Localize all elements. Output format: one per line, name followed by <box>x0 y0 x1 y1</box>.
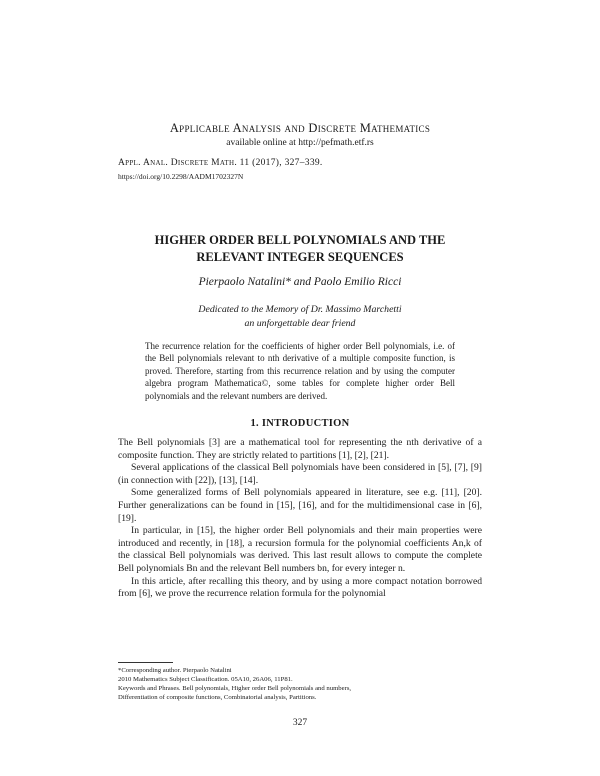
paragraph-1: The Bell polynomials [3] are a mathematical tool for representing the nth derivative of a composite function. They are strictly related to partitions [1], [2], [21]. <box>118 437 482 461</box>
dedication <box>0 303 600 331</box>
footnote-keywords: Keywords and Phrases. Bell polynomials, Higher order Bell polynomials and numbers, <box>118 684 352 692</box>
intro-body <box>118 437 482 601</box>
footnote-msc: 2010 Mathematics Subject Classification. 05A10, 26A06, 11P81. <box>118 675 293 683</box>
abstract: The recurrence relation for the coefficients of higher order Bell polynomials, i.e. of the Bell polynomials relevant to nth derivative of a multiple composite function, is proved. Therefore, starting from this recurrence relation and by using the computer algebra program Mathematica©, some tables for complete higher order Bell polynomials and the relevant numbers are derived. <box>145 341 455 401</box>
author-list: Pierpaolo Natalini* and Paolo Emilio Ricci <box>198 276 402 288</box>
journal-name: Applicable Analysis and Discrete Mathematics <box>169 121 431 135</box>
availability-line: available online at http://pefmath.etf.rs <box>226 138 374 148</box>
paragraph-2: Several applications of the classical Bell polynomials have been considered in [5], [7], [9] (in connection with [22]), [13], [14]. <box>118 462 482 486</box>
paragraph-4: In particular, in [15], the higher order Bell polynomials and their main properties were introduced and recently, in [18], a recursion formula for the polynomial coefficients An,k of the classical Bell polynomials was derived. This last result allows to compute the complete Bell polynomials Bn and the relevant Bell numbers bn, for every integer n. <box>118 525 482 574</box>
title-line-1: HIGHER ORDER BELL POLYNOMIALS AND THE <box>154 233 446 247</box>
dedication-line-1: Dedicated to the Memory of Dr. Massimo Marchetti <box>198 304 402 315</box>
footnote-keywords-cont: Differentiation of composite functions, Combinatorial analysis, Partitions. <box>118 693 317 701</box>
title-line-2: RELEVANT INTEGER SEQUENCES <box>196 250 404 264</box>
section-heading: 1. INTRODUCTION <box>250 418 350 429</box>
footnote-rule <box>118 662 173 663</box>
paragraph-3: Some generalized forms of Bell polynomials appeared in literature, see e.g. [11], [20]. Further generalizations can be found in [15], [16], and for the multidimensional case in [6], [19]. <box>118 487 482 524</box>
paragraph-5: In this article, after recalling this theory, and by using a more compact notation borrowed from [6], we prove the recurrence relation formula for the polynomial <box>118 575 482 600</box>
footnotes <box>118 667 482 703</box>
doi-link[interactable]: https://doi.org/10.2298/AADM1702327N <box>118 172 244 181</box>
page-number: 327 <box>292 718 308 728</box>
dedication-line-2: an unforgettable dear friend <box>244 318 356 329</box>
citation-line: Appl. Anal. Discrete Math. 11 (2017), 327–339. <box>118 158 323 168</box>
footnote-corresponding: *Corresponding author. Pierpaolo Natalini <box>118 667 232 674</box>
paper-title <box>0 232 600 266</box>
